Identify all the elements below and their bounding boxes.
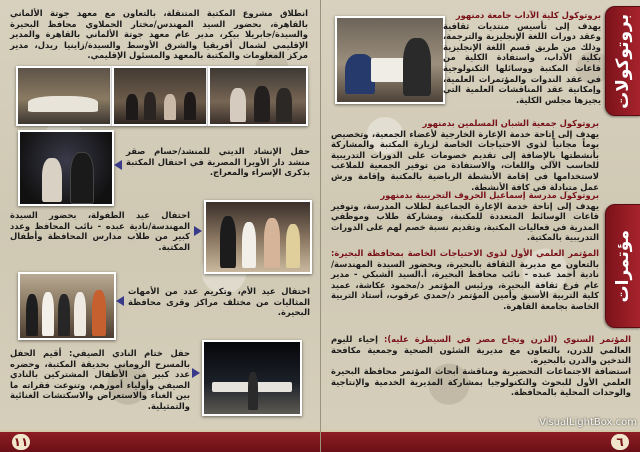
right-page bbox=[320, 0, 640, 452]
protocol-1-text: يهدف إلى تأسيس منتديات ثقافية وعقد دورات اللغة الإنجليزية والترجمة، وذلك من طريق قسم اللغة الإنجليزية بكلية الآداب، واستفادة الكلية من قاعات المكتبة ووسائلها التكنولوجية في عقد الندوات والمؤتمرات العلمية، وإمكانية عقد المناقشات العلمية التي يجيزها مجلس الكلية. bbox=[443, 20, 601, 105]
protocol-1-title: بروتوكول كلية الآداب جامعة دمنهور bbox=[455, 10, 601, 20]
page-number: ١١ bbox=[13, 435, 29, 449]
section-banner-conferences: مؤتمرات bbox=[605, 204, 640, 328]
page-footer bbox=[0, 430, 320, 452]
section-banner-protocols: بروتوكولات bbox=[605, 6, 640, 116]
photo-religious-chanting bbox=[18, 130, 114, 206]
arrow-icon bbox=[116, 296, 124, 306]
photo-mobile-library bbox=[16, 66, 112, 126]
protocol-2-text: يهدف إلى إتاحة خدمة الإعارة الخارجية لأعضاء الجمعية، وتخصيص يوماً مجانياً لذوي الاحتياجات الخاصة لزيارة المكتبة والمشاركة بأنشطتها بالإضافة إلى تقديم خصومات على الدورات التدريبية للحاسب الآلي واللغات، والاستفادة من توفير الجمعية للملاعب لاستخدامها في إقامة الأنشطة الرياضية بالمكتبة وإقامة ورش عمل متبادلة في كافة الأنشطة. bbox=[331, 128, 599, 192]
photo-officials bbox=[208, 66, 308, 126]
photo-childhood-day bbox=[204, 200, 312, 274]
conference-2-title: المؤتمر السنوي (الدرن ونجاح مصر في السيطرة عليه): bbox=[383, 334, 631, 344]
conference-3-text: استضافة الاجتماعات التحضيرية ومناقشة أبحاث المؤتمر محافظة البحيرة العلمي الأول للبحوث والتكنولوجيا بمشاركة المديرية الخدمية والإنتاجية والوحدات المحلية بالمحافظة. bbox=[331, 366, 631, 398]
conference-1-title: المؤتمر العلمي الأول لذوي الاحتياجات الخاصة بمحافظة البحيرة: bbox=[331, 248, 599, 258]
caption-mothers-day: احتفال عيد الأم، وتكريم عدد من الأمهات المثاليات من مختلف مراكز وقرى محافظة البحيرة. bbox=[128, 286, 310, 318]
caption-summer-club: حفل ختام النادي الصيفي: أقيم الحفل بالمسرح الروماني بحديقة المكتبة، وحضره عدد كبير من الأطفال المشتركين بالنادي الصيفي وأولياء أمورهم، وتنوعت فقراته ما بين الغناء والاستعراض والاسكتشات الغنائية والتمثيلية. bbox=[10, 348, 190, 411]
conference-2-text: إحياء لليوم العالمي للدرن، بالتعاون مع مديرية الشئون الصحية وجمعية مكافحة التدخين والدرن بالبحيرة. bbox=[331, 334, 631, 366]
arrow-icon bbox=[114, 160, 122, 170]
caption-religious-chanting: حفل الإنشاد الديني للمنشد/حسام صقر منشد دار الأوبرا المصرية في احتفال المكتبة بذكرى الإسراء والمعراج. bbox=[126, 146, 310, 178]
conference-1-text: بالتعاون مع مديرية الثقافة بالبحيرة، وبحضور السيدة المهندسة/نادية أحمد عبده - نائب محافظ البحيرة، أ.السيد الشبكي - مدير عام فرع ثقافة البحيرة، ورئيس المؤتمر د/محمود عكاشة، عميد كلية التربية الأسبق وأمين المؤتمر د/حمدي عرقوب، أستاذ التربية الخاصة بجامعة القاهرة. bbox=[331, 258, 599, 311]
caption-childhood-day: احتفال عيد الطفولة، بحضور السيدة المهندسة/نادية عبده - نائب المحافظ وعدد كبير من طلاب مدارس المحافظة وأطفال المكتبة. bbox=[10, 210, 190, 252]
photo-protocol-signing bbox=[335, 16, 445, 104]
page-number: ٦ bbox=[611, 434, 629, 450]
photo-mothers-day bbox=[18, 272, 116, 340]
protocol-2-title: بروتوكول جمعية الشبان المسلمين بدمنهور bbox=[422, 118, 599, 128]
protocol-3-text: يهدف إلى إتاحة خدمة الإعارة الجماعية لطلاب المدرسة، وتوفير قاعات الوسائط المتعددة للمكتبة، ومشاركة طلاب وموظفي المدرية في فعاليات المكتبة، وتقديم نسبة خصم لهم على الدورات التدريبية بالمكتبة. bbox=[331, 200, 599, 243]
photo-event-audience bbox=[112, 66, 208, 126]
photo-summer-club bbox=[202, 340, 302, 416]
arrow-icon bbox=[192, 368, 200, 378]
watermark-text: VisualLightBox.com bbox=[539, 417, 637, 428]
arrow-icon bbox=[194, 226, 202, 236]
protocol-3-title: بروتوكول مدرسة إسماعيل الحروف التجريبية بدمنهور bbox=[380, 190, 599, 200]
page-footer bbox=[321, 430, 640, 452]
intro-text: انطلاق مشروع المكتبة المتنقلة، بالتعاون مع معهد جوتة الألماني بالقاهرة، بحضور السيد المهندس/مختار الحملاوي محافظ البحيرة والسيدة/جابريلا بيكر، مدير عام معهد جوتة الألماني بالقاهرة والمدير الإقليمي لشمال أفريقيا والشرق الأوسط والسيدة/زاينيا ريدل، مدير مركز المعلومات والمكتبة بالمعهد والمسئول الإقليمي. bbox=[10, 8, 308, 61]
